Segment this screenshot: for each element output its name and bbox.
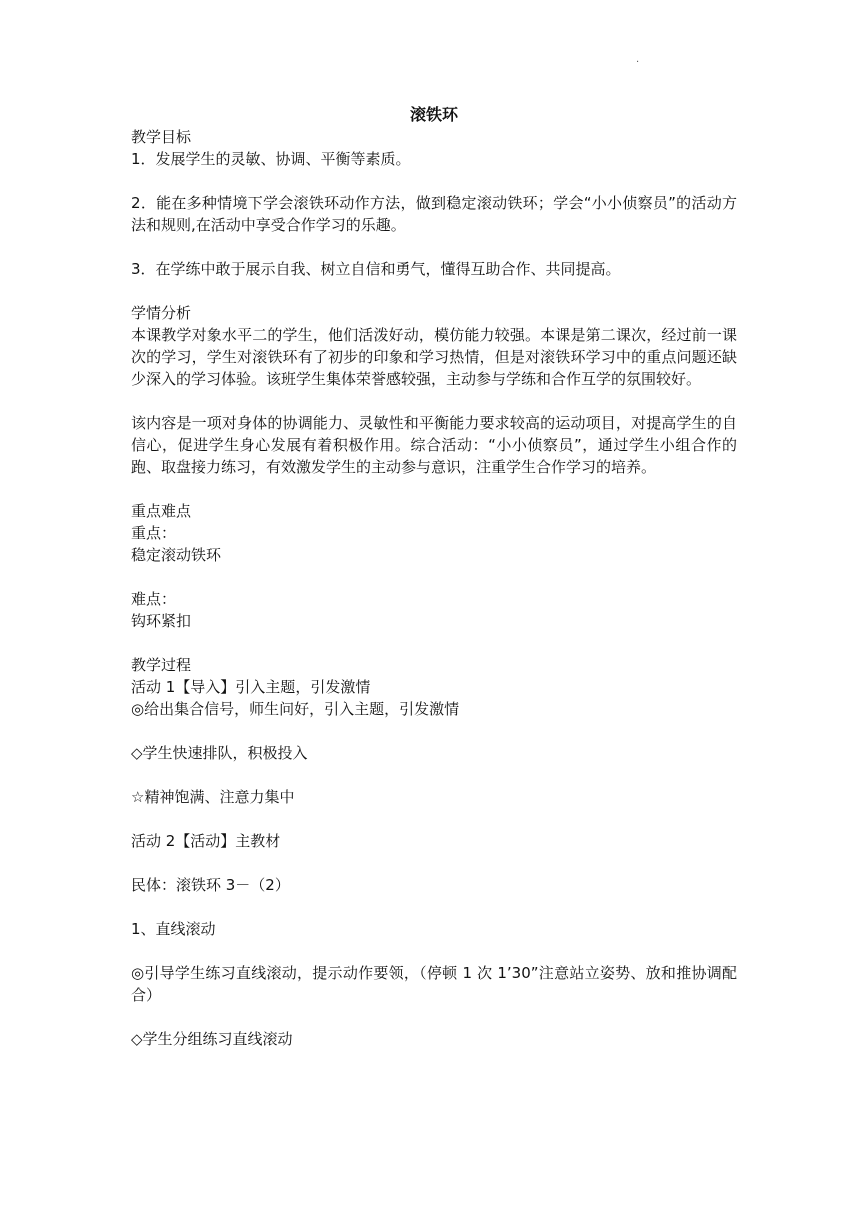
difficulty-text: 钩环紧扣: [131, 612, 192, 630]
objective-item-2: 2．能在多种情境下学会滚铁环动作方法，做到稳定滚动铁环；学会“小小侦察员”的活动方法和规则,在活动中享受合作学习的乐趣。: [131, 194, 737, 234]
activity-1-teacher: ◎给出集合信号，师生问好，引入主题，引发激情: [131, 700, 460, 718]
activity-2-subject: 民体：滚铁环 3－（2）: [131, 876, 290, 894]
activity-1-title: 活动 1【导入】引入主题，引发激情: [131, 678, 371, 696]
section-heading-objectives: 教学目标: [131, 128, 192, 146]
activity-2-teacher: ◎引导学生练习直线滚动，提示动作要领，（停顿 1 次 1’30”注意站立姿势、放和推协调配合）: [131, 964, 737, 1004]
objective-item-3: 3．在学练中敢于展示自我、树立自信和勇气，懂得互助合作、共同提高。: [131, 260, 621, 278]
key-point-text: 稳定滚动铁环: [131, 546, 222, 564]
activity-1-student: ◇学生快速排队，积极投入: [131, 744, 308, 762]
difficulty-label: 难点：: [131, 590, 177, 608]
section-heading-analysis: 学情分析: [131, 304, 192, 322]
analysis-paragraph-1: 本课教学对象水平二的学生，他们活泼好动，模仿能力较强。本课是第二课次，经过前一课次的学习，学生对滚铁环有了初步的印象和学习热情，但是对滚铁环学习中的重点问题还缺少深入的学习体验。该班学生集体荣誉感较强，主动参与学练和合作互学的氛围较好。: [131, 326, 737, 388]
activity-2-student: ◇学生分组练习直线滚动: [131, 1030, 293, 1048]
section-heading-process: 教学过程: [131, 656, 192, 674]
section-heading-key-points: 重点难点: [131, 502, 192, 520]
analysis-paragraph-2: 该内容是一项对身体的协调能力、灵敏性和平衡能力要求较高的运动项目，对提高学生的自信心，促进学生身心发展有着积极作用。综合活动：“小小侦察员”，通过学生小组合作的跑、取盘接力练习，有效激发学生的主动参与意识，注重学生合作学习的培养。: [131, 414, 737, 476]
activity-2-title: 活动 2【活动】主教材: [131, 832, 281, 850]
activity-1-goal: ☆精神饱满、注意力集中: [131, 788, 295, 806]
document-page: [131, 104, 737, 1050]
objective-item-1: 1．发展学生的灵敏、协调、平衡等素质。: [131, 150, 411, 168]
document-title: 滚铁环: [409, 105, 458, 124]
key-point-label: 重点：: [131, 524, 177, 542]
activity-2-part-1: 1、直线滚动: [131, 920, 216, 938]
page-corner-mark: ·: [636, 57, 640, 68]
